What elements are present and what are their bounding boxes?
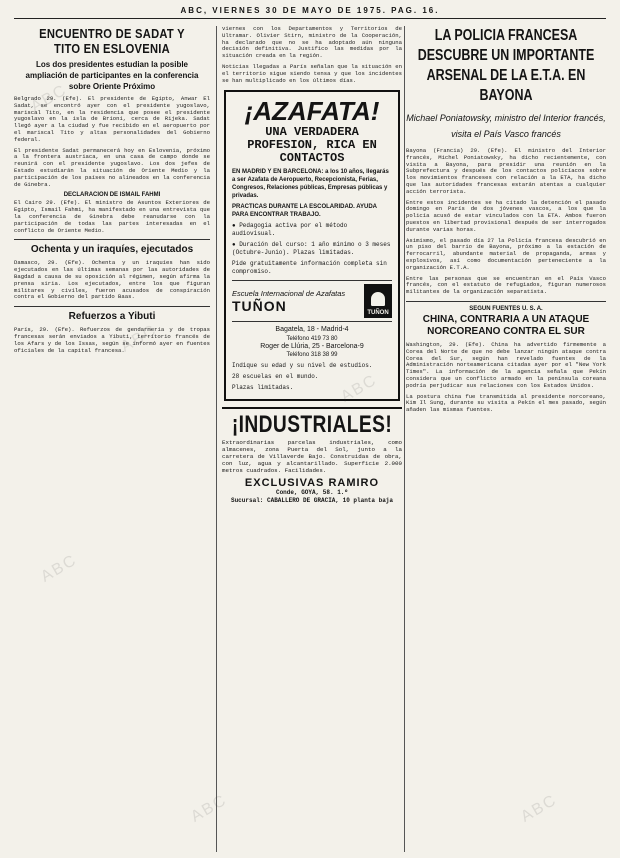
ad2-address: Conde, GOYA, 58. 1.º <box>275 489 348 497</box>
school-logo-icon: TUÑON <box>364 284 392 318</box>
column-left <box>14 26 210 852</box>
column-divider <box>404 26 405 852</box>
abc-watermark-icon: ABC <box>518 791 561 826</box>
article-paragraph: Belgrado 29. (Efe). El presidente de Egipto, Anwar El Sadat, se encontró ayer con el presidente yugoslavo, mariscal Tito, en la residencia que posee el presidente yugoslavo en la isla de Brioni, cerca de Rijeka. Sadat llegó ayer a la ciudad y fue recibido en el aeropuerto por el mariscal Tito y altas personalidades del Gobierno federal. <box>14 95 210 143</box>
article-paragraph: París, 29. (Efe). Refuerzos de gendarmería y de tropas francesas serán enviados a Yibuti, territorio francés de los Afars y de los Issas, según se informó ayer en fuentes oficiales de la capital francesa. <box>14 326 210 354</box>
ad-footer: Plazas limitadas. <box>232 384 294 392</box>
article-paragraph: Noticias llegadas a París señalan que la situación en el territorio sigue siendo tensa y que los incidentes se han multiplicado en los últimos días. <box>222 62 402 84</box>
ad-bullet: ● Pedagogía activa por el método audiovisual. <box>232 222 348 238</box>
article-paragraph: Bayona (Francia) 29. (Efe). El ministro del Interior francés, Michel Poniatowsky, ha dicho recientemente, con visita a Bayona, para presidir una reunión en la Subprefectura y después de los contactos policíacos sobre los movimientos franceses con relación a la ETA, ha dicho que las autoridades francesas estarán atentas a cualquier acción terrorista. <box>406 147 606 195</box>
column-middle <box>222 26 402 852</box>
eta-subhead: Michael Poniatowsky, ministro del Interior francés, visita el País Vasco francés <box>406 113 606 139</box>
masthead: ABC, VIERNES 30 DE MAYO DE 1975. PAG. 16. <box>14 4 606 19</box>
article-paragraph: El presidente Sadat permanecerá hoy en Eslovenia, próximo a la frontera austriaca, en una casa de campo donde se reunirá con el presidente yugoslavo. Los dos jefes de Estado estudiarán la situación de Oriente Medio y la participación de los países no alineados en la conferencia de Ginebra. <box>14 146 210 188</box>
article-paragraph: Damasco, 29. (Efe). Ochenta y un iraquíes han sido ejecutados en las últimas semanas por las autoridades de Bagdad a causa de su oposición al régimen, según afirma la prensa siria. Los ejecutados, entre los que figuran militares y civiles, fueron acusados de conspiración contra el Gobierno del partido Baas. <box>14 259 210 301</box>
school-phone: Teléfono 318 38 99 <box>286 352 338 359</box>
section-divider <box>14 239 210 240</box>
article-paragraph: Washington, 29. (Efe). China ha advertido firmemente a Corea del Norte de que no debe lanzar ningún ataque contra Corea del Sur, según han revelado fuentes de la Administración norteamericana citadas ayer por el "New York Times". La información de la agencia señala que Pekín considera que un conflicto armado en la península coreana podría perjudicar sus relaciones con los Estados Unidos. <box>406 340 606 389</box>
china-kicker: SEGUN FUENTES U. S. A. <box>469 305 543 312</box>
school-pre: Escuela Internacional de Azafatas <box>232 288 346 298</box>
ad-footer: Indique su edad y su nivel de estudios. <box>232 362 373 370</box>
school-info <box>232 289 345 314</box>
article-paragraph: Entre las personas que se encuentran en el País Vasco francés, con el estatuto de refugiados, figuran numerosos militantes de la organización separatista. <box>406 274 606 296</box>
ad2-text: Extraordinarias parcelas industriales, como almacenes, zona Puerta del Sol, junto a la carretera de Villaverde Bajo. Construidas de obra, con luz, agua y alcantarillado. Superficie 2.000 metros cuadrados. Facilidades. <box>222 439 402 475</box>
ad-bullet: ● Duración del curso: 1 año mínimo o 3 meses (Octubre-Junio). Plazas limitadas. <box>232 241 391 257</box>
logo-mark <box>371 292 385 306</box>
school-address: Roger de Llúria, 25 - Barcelona-9 <box>260 342 364 350</box>
eta-headline: LA POLICIA FRANCESA DESCUBRE UN IMPORTANTE ARSENAL DE LA E.T.A. EN BAYONA <box>417 27 595 104</box>
ad-text: PRACTICAS DURANTE LA ESCOLARIDAD. AYUDA PARA ENCONTRAR TRABAJO. <box>232 204 377 219</box>
school-phone: Teléfono 419 73 80 <box>286 335 338 342</box>
ad2-brand: EXCLUSIVAS RAMIRO <box>244 477 380 490</box>
section-divider <box>406 301 606 302</box>
article-paragraph: La postura china fue transmitida al presidente norcoreano, Kim Il Sung, durante su visita a Pekín el mes pasado, según añaden las mismas fuentes. <box>406 392 606 414</box>
school-address: Bagatela, 18 - Madrid-4 <box>275 326 349 334</box>
column-right <box>406 26 606 852</box>
school-block <box>232 280 392 322</box>
yibuti-headline: Refuerzos a Yibuti <box>68 311 156 323</box>
ad-text: Pide gratuitamente información completa sin compromiso. <box>232 260 387 276</box>
ad-text: EN MADRID Y EN BARCELONA: a los 10 años, llegarás a ser Azafata de Aeropuerto, Recepcionista, Ferias, Congresos, Relaciones públicas, Empresas públicas y privadas. <box>232 169 389 200</box>
abc-watermark-icon: ABC <box>28 81 71 116</box>
abc-watermark-icon: ABC <box>118 321 161 356</box>
abc-watermark-icon: ABC <box>188 791 231 826</box>
article-paragraph: Entre estos incidentes se ha citado la detención el pasado domingo en París de dos jóvenes vascos, a los que la policía acusó de estar vinculados con la ETA. Ambos fueron puestos en libertad provisional después de ser interrogados durante varias horas. <box>406 198 606 233</box>
iraquies-headline: Ochenta y un iraquíes, ejecutados <box>30 244 194 256</box>
section-divider <box>14 306 210 307</box>
ad2-title: ¡INDUSTRIALES! <box>231 411 393 439</box>
china-headline: CHINA, CONTRARIA A UN ATAQUE NORCOREANO CONTRA EL SUR <box>422 313 590 337</box>
abc-watermark-icon: ABC <box>38 551 81 586</box>
sadat-tito-subhead: Los dos presidentes estudian la posible ampliación de participantes en la conferencia sobre Oriente Próximo <box>25 60 199 91</box>
fahmi-subhead: DECLARACION DE ISMAIL FAHMI <box>63 192 161 199</box>
ad-title: ¡AZAFATA! <box>244 96 380 127</box>
article-paragraph: viernes con los Departamentos y Territorios de Ultramar. Olivier Stirn, ministro de la Cooperación, ha declarado que no se ha adoptado aún ninguna decisión definitiva. Justifico las medidas por la situación creada en la región. <box>222 26 402 60</box>
industriales-advertisement <box>222 407 402 504</box>
school-name: TUÑON <box>232 297 287 314</box>
sadat-tito-headline: ENCUENTRO DE SADAT Y TITO EN ESLOVENIA <box>39 26 185 56</box>
ad-footer: 28 escuelas en el mundo. <box>232 373 319 381</box>
article-paragraph: El Cairo 29. (Efe). El ministro de Asuntos Exteriores de Egipto, Ismail Fahmi, ha manifestado en una entrevista que la conferencia de Ginebra debe reanudarse con la participación de todas las partes interesadas en el conflicto de Oriente Medio. <box>14 199 210 234</box>
abc-watermark-icon: ABC <box>338 371 381 406</box>
azafata-advertisement <box>224 90 400 401</box>
ad2-address: Sucursal: CABALLERO DE GRACIA, 10 planta baja <box>230 496 394 504</box>
column-divider <box>216 26 217 852</box>
article-paragraph: Asimismo, el pasado día 27 la Policía francesa descubrió en un piso del barrio de Bayona, próximo a la estación de ferrocarril, abundante material de propaganda, armas y explosivos, así como documentación perteneciente a la organización E.T.A. <box>406 236 606 271</box>
ad-lead: UNA VERDADERA PROFESION, RICA EN CONTACTOS <box>247 125 377 166</box>
